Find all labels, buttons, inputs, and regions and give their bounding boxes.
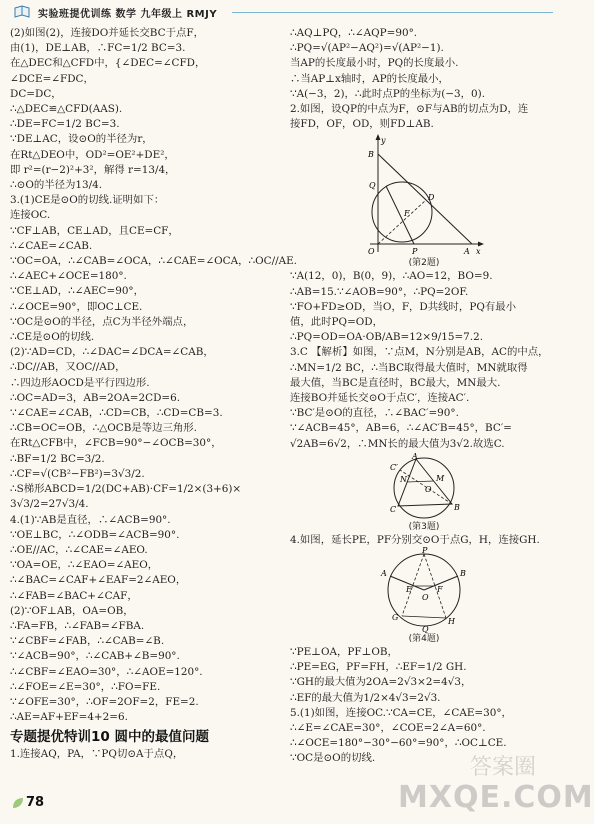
left-text-line: ∴CE是⊙O的切线. [10, 331, 95, 344]
fig2-label-f: F [404, 209, 410, 219]
left-text-line: ∴∠AEC+∠OCE=180°. [10, 270, 127, 283]
figure-3-caption: (第3题) [408, 521, 440, 532]
header-title: 实验班提优训练 数学 九年级上 RMJY [38, 9, 218, 20]
figure-4-circle-diagram [380, 546, 468, 635]
left-text-line: ∴△DEC≌△CFD(AAS). [10, 103, 123, 116]
left-text-line: ∴OC=AD=3，AB=2OA=2CD=6. [10, 391, 181, 404]
right-text-line: ∴AQ⊥PQ，∴∠AQP=90°. [290, 27, 418, 39]
right-text-line: ∴PQ=OD=OA·OB/AB=12×9/15=7.2. [290, 331, 484, 344]
left-text-line: DC=DC， [10, 87, 62, 100]
right-text-line: √2AB=6√2，∴MN长的最大值为3√2.故选C. [290, 437, 505, 450]
right-text-line: ∴AB=15.∵∠AOB=90°，∴PQ=2OF. [290, 285, 469, 298]
left-text-line: ∴AE=AF+EF=4+2=6. [10, 711, 128, 724]
figure-2-coordinate-diagram [364, 134, 484, 258]
right-text-line: 3.C 【解析】如图，∵点M，N分别是AB，AC的中点， [290, 346, 549, 359]
left-text-line: ∴∠FOE=∠E=30°，∴FO=FE. [10, 680, 161, 693]
fig4-label-g: G [392, 613, 399, 623]
right-text-line: ∵GH的最大值为2OA=2√3×2=4√3， [290, 676, 472, 689]
fig4-label-a: A [381, 569, 387, 579]
left-text-line: 3√3/2=27√3/4. [10, 498, 89, 511]
fig3-label-m: M [436, 473, 445, 483]
left-text-line: ∴∠CAE=∠CAB. [10, 239, 93, 252]
fig4-label-o: O [422, 593, 429, 603]
right-text-line: ∴PE=EG，PF=FH，∴EF=1/2 GH. [290, 661, 467, 674]
segment-mn [407, 481, 434, 482]
left-text-line: 在Rt△DEO中，OD²=OE²+DE²， [10, 148, 175, 161]
left-text-line: ∵∠CBF=∠FAB，∴∠CAB=∠B. [10, 635, 165, 648]
fig2-label-b: B [368, 150, 374, 160]
fig2-label-o: O [368, 247, 375, 257]
left-text-line: ∴FA=FB，∴∠FAB=∠FBA. [10, 619, 145, 632]
left-text-line: (2)∵AD=CD，∴∠DAC=∠DCA=∠CAB， [10, 346, 214, 359]
fig3-label-o: O [425, 484, 432, 494]
circle-o [394, 458, 454, 518]
leaf-icon [12, 797, 24, 809]
fig4-label-q: Q [422, 625, 429, 635]
watermark: MXQE.COM [398, 780, 594, 815]
left-text-line: (2)∵OF⊥AB，OA=OB， [10, 604, 134, 617]
figure-2-caption: (第2题) [408, 258, 440, 269]
fig4-label-b: B [460, 569, 466, 579]
left-text-line: (2)如图(2)，连接DO并延长交BC于点F， [10, 27, 204, 39]
figure-4-caption: (第4题) [408, 634, 440, 645]
left-text-line: ∴DE=FC=1/2 BC=3. [10, 118, 120, 131]
left-text-line: ∴⊙O的半径为13/4. [10, 179, 103, 192]
left-text-line: ∴OE//AC，∴∠CAE=∠AEO. [10, 543, 148, 556]
segment-qp [386, 186, 414, 244]
left-text-line: ∵CF⊥AB，CE⊥AD，且CE=CF， [10, 224, 179, 237]
fig2-label-x: x [476, 247, 481, 257]
segment-gh [402, 616, 446, 618]
fig4-label-h: H [448, 617, 455, 627]
right-column [290, 26, 558, 767]
y-axis-arrow-icon [376, 134, 381, 140]
page-header [0, 0, 565, 26]
fig3-label-c: C [390, 504, 397, 514]
left-text-line: ∴CB=OC=OB，∴△OCB是等边三角形. [10, 422, 197, 435]
right-text-line: ∴PQ=√(AP²−AQ²)=√(AP²−1). [290, 42, 444, 55]
left-text-line: ∴DC//AB，又OC//AD， [10, 361, 126, 374]
circle-f [372, 182, 432, 242]
left-text-line: ∵∠OFE=30°，∴OF=2OF=2，FE=2. [10, 695, 199, 708]
fig3-label-c1: C′ [390, 462, 398, 472]
right-text-line: ∵∠ACB=45°，AB=6，∴∠AC′B=45°，BC′= [290, 422, 512, 435]
left-text-line: 即 r²=(r−2)²+3²，解得 r=13/4， [10, 163, 176, 176]
left-text-line: ∵OC=OA，∴∠CAB=∠OCA，∴∠CAE=∠OCA，∴OC//AE. [10, 255, 297, 268]
left-text-line: ∵OE⊥BC，∴∠ODB=∠ACB=90°. [10, 528, 180, 541]
left-text-line: 由(1)，DE⊥AB，∴FC=1/2 BC=3. [10, 42, 186, 55]
right-text-line: ∴∠OCE=180°−30°−60°=90°，∴OC⊥CE. [290, 737, 507, 750]
right-text-line: 接FD，OF，OD，则FD⊥AB. [290, 118, 434, 131]
right-text-line: ∴MN=1/2 BC，∴当BC取得最大值时，MN就取得 [290, 361, 528, 374]
section-title: 专题提优特训10 圆中的最值问题 [10, 729, 209, 746]
right-text-line: ∵A(−3，2)，∴此时点P的坐标为(−3，0). [290, 87, 485, 100]
left-text-line: ∵DE⊥AC，设⊙O的半径为r， [10, 133, 153, 146]
page-number-badge [8, 793, 44, 813]
left-text-line: ∴S梯形ABCD=1/2(DC+AB)·CF=1/2×(3+6)× [10, 483, 242, 496]
page-number: 78 [26, 795, 45, 810]
right-text-line: ∴当AP⊥x轴时，AP的长度最小， [290, 72, 449, 85]
left-text-line: ∴∠OCE=90°，即OC⊥CE. [10, 300, 143, 313]
fig3-label-b: B [454, 502, 460, 512]
right-text-line: 当AP的长度最小时，PQ的长度最小. [290, 57, 459, 70]
left-text-line: ∵OC是⊙O的半径，点C为半径外端点， [10, 315, 194, 328]
fig2-label-p: P [412, 247, 418, 257]
left-text-line: 在△DEC和△CFD中，{∠DEC=∠CFD， [10, 57, 206, 70]
x-axis-arrow-icon [478, 242, 484, 247]
right-text-line: ∵A(12，0)，B(0，9)，∴AO=12，BO=9. [290, 270, 493, 283]
right-text-line: ∴EF的最大值为1/2×4√3=2√3. [290, 691, 441, 704]
right-text-line: 连接BO并延长交⊙O于点C′，连接AC′. [290, 392, 470, 405]
left-text-line: 连接OC. [10, 209, 51, 222]
fig2-label-y: y [381, 136, 386, 146]
book-logo-icon [14, 5, 30, 19]
right-text-line: 最大值，当BC是直径时，BC最大，MN最大. [290, 376, 501, 389]
figure-3-circle-diagram [382, 451, 466, 522]
fig2-label-a: A [464, 247, 470, 257]
fig4-label-p: P [422, 546, 428, 556]
fig3-label-n: N [400, 474, 407, 484]
left-text-line: ∴BF=1/2 BC=3/2. [10, 452, 105, 465]
left-text-line: ∵OA=OE，∴∠EAO=∠AEO， [10, 559, 159, 572]
header-rule [232, 12, 553, 13]
right-text-line: ∴∠E=∠CAE=30°，∠COE=2∠A=60°. [290, 722, 486, 735]
watermark-sub: 答案圈 [470, 755, 537, 780]
right-text-line: ∵OC是⊙O的切线. [290, 752, 376, 765]
left-text-line: 4.(1)∵AB是直径，∴∠ACB=90°. [10, 513, 171, 526]
left-text-line: ∴∠CBF=∠EAO=30°，∴∠AOE=120°. [10, 665, 203, 678]
section-first-line: 1.连接AQ，PA，∵PQ切⊙A于点Q， [10, 748, 184, 761]
right-text-line: 4.如图，延长PE，PF分别交⊙O于点G，H，连接GH. [290, 533, 540, 546]
left-text-line: ∴∠FAB=∠BAC+∠CAF， [10, 589, 138, 602]
fig4-label-f: F [437, 585, 443, 595]
left-text-line: ∴CF=√(CB²−FB²)=3√3/2. [10, 467, 145, 480]
left-text-line: 在Rt△CFB中，∠FCB=90°−∠OCB=30°， [10, 437, 222, 450]
left-column [10, 26, 297, 763]
fig4-label-e: E [406, 585, 412, 595]
right-text-line: 值，此时PQ=OD， [290, 316, 384, 329]
left-text-line: 3.(1)CE是⊙O的切线.证明如下： [10, 194, 165, 207]
fig2-label-q: Q [369, 181, 376, 191]
fig3-label-a: A [412, 451, 418, 461]
right-text-line: ∵PE⊥OA，PF⊥OB， [290, 646, 398, 659]
left-text-line: ∵∠CAE=∠CAB，∴CD=CB，∴CD=CB=3. [10, 407, 223, 420]
right-text-line: ∵BC′是⊙O的直径，∴∠BAC′=90°. [290, 407, 459, 420]
fig2-label-d: D [428, 193, 435, 203]
left-text-line: ∵∠ACB=90°，∴∠CAB+∠B=90°. [10, 650, 180, 663]
left-text-line: ∴四边形AOCD是平行四边形. [10, 376, 150, 389]
right-text-line: ∵FO+FD≥OD，当O，F，D共线时，PQ有最小 [290, 300, 517, 313]
left-text-line: ∵CE⊥AD，∴∠AEC=90°， [10, 285, 145, 298]
left-text-line: ∴∠BAC=∠CAF+∠EAF=2∠AEO， [10, 574, 187, 587]
right-text-line: 5.(1)如图，连接OC.∵CA=CE，∠CAE=30°， [290, 706, 512, 719]
left-text-line: ∠DCE=∠FDC， [10, 72, 94, 85]
right-text-line: 2.如图，设QP的中点为F，⊙F与AB的切点为D，连 [290, 103, 529, 116]
